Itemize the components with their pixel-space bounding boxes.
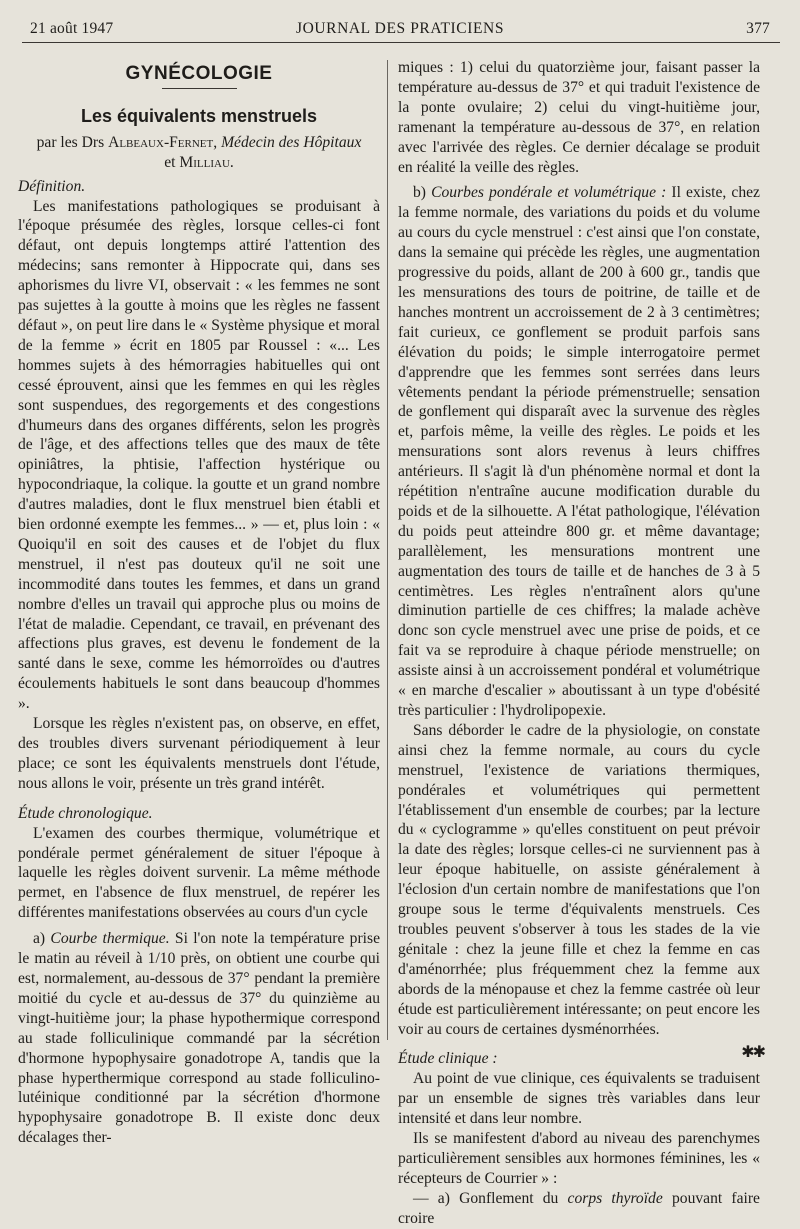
item-text: Si l'on note la température prise le matin au réveil à 1/10 près, on obtient une courbe qui est, normalement, au-dessous de 37° pendant la première moitié du cycle et au-dessus de 37° du quinzième au vingt-huitième jour; la phase hypothermique correspond au stade folliculinique commandé par la sécrétion d'hormone hypophysaire gonadotrope A, tandis que la phase hyperthermique correspond au stade folliculino-lutéinique conditionné par la sécrétion d'hormone hypophysaire gonadotrope B. Il existe donc deux décalages ther- [18,930,380,1147]
item-heading: corps thyroïde [567,1189,663,1207]
item-label: — a) Gonflement du [413,1189,568,1207]
heading-clinique: Étude clinique : [398,1050,498,1068]
paragraph: miques : 1) celui du quatorzième jour, faisant passer la température au-dessus de 37° et qui traduit l'existence de la ponte ovulaire; 2) celui du vingt-huitième jour, ramenant la température au-dessous de 37°, en relation avec l'arrivée des règles. Ce dernier décalage se produit en réalité la veille des règles. [398,59,760,176]
author-2: Milliau. [179,153,234,171]
paragraph: Ils se manifestent d'abord au niveau des parenchymes particulièrement sensibles aux hormones féminines, les « récepteurs de Courrier » : [398,1130,760,1187]
title-rule [162,88,237,89]
right-column [398,58,760,1229]
paragraph [18,929,380,1148]
item-heading: Courbes pondérale et volumétrique : [431,184,667,202]
article-title: Les équivalents menstruels [80,105,318,126]
item-label: b) [413,184,432,202]
paragraph: Lorsque les règles n'existent pas, on observe, en effet, des troubles divers survenant périodiquement à leur place; ce sont les équivalents menstruels dont l'étude, nous allons le voir, présente un très grand intérêt. [18,715,380,792]
heading-definition: Définition. [18,177,86,195]
item-heading: Courbe thermique. [50,930,170,948]
item-text: pouvant faire croire [398,1189,760,1227]
item-label: a) [33,930,51,948]
byline [18,133,380,173]
paragraph: Les manifestations pathologiques se produisant à l'époque présumée des règles, lorsque celles-ci font défaut, ont depuis longtemps attiré l'attention des médecins; sans remonter à Hippocrate qui, dans ses aphorismes du livre VI, observait : « les femmes ne sont pas sujettes à la goutte à moins que les règles ne fassent défaut », on peut lire dans le « Système physique et moral de la femme » écrit en 1805 par Roussel : «... Les hommes sujets à des hémorragies habituelles qui ont cessé éprouvent, ainsi que les femmes en qui les règles sont suspendues, des regorgements et des congestions d'humeurs dans des organes différents, selon les progrès de l'âge, et des affections telles que des maux de tête opiniâtres, la phtisie, l'affection hystérique ou hypocondriaque, la colique. la goutte et un grand nombre d'autres maladies, dont le flux menstruel bien établi et bien ordonné exempte les femmes... » — et, plus loin : « Quoiqu'il en soit des causes et de l'objet du flux menstruel, il n'est pas douteux qu'il ne soit une incommodité dans toutes les femmes, et dans un grand nombre d'elles un travail qui approche plus ou moins de l'état de maladie. Cependant, ce travail, en prévenant des affections plus graves, est devenu le fondement de la santé dans le sexe, comme les hémorroïdes ou d'autres écoulements habituels le sont dans beaucoup d'hommes ». [18,197,380,713]
author-1: Albeaux-Fernet, [108,133,218,151]
paragraph [398,1189,760,1229]
column-divider [387,60,388,1040]
header-rule [22,42,780,43]
paragraph: L'examen des courbes thermique, volumétrique et pondérale permet généralement de situer l'époque à laquelle les règles doivent survenir. La même méthode permet, en l'absence de flux menstruel, de repérer les différentes manifestations observées au cours d'un cycle [18,824,380,922]
left-column [18,58,380,1148]
byline-prefix: par les Drs [36,133,105,151]
item-text: Il existe, chez la femme normale, des variations du poids et du volume au cours du cycle menstruel : c'est ainsi que l'on constate, dans la semaine qui précède les règles, une augmentation progressive du poids, allant de 200 à 600 gr., tandis que les mensurations des tours de poitrine, de taille et de hanches montrent un accroissement de 2 à 3 centimètres; fait curieux, ce gonflement se produit parfois sans élévation du poids; le simple interrogatoire permet d'apprendre que les femmes sont serrées dans leurs vêtements pendant la période prémenstruelle; sensation de gonflement qui disparaît avec la survenue des règles et, parfois même, la veille des règles. Le poids et les mensurations sont alors revenus à leurs chiffres antérieurs. Il s'agit là d'un phénomène normal et dont la répétition n'entraîne aucune modification durable du poids et de la silhouette. A l'état pathologique, l'élévation du poids peut atteindre 800 gr. et même davantage; parallèlement, les mensurations montrent une augmentation des tours de taille et de hanches de 3 à 5 centimètres. Les règles n'entraînent alors qu'une diminution partielle de ces chiffres; la malade achève donc son cycle menstruel avec une prise de poids, et ce fait va se reproduire à chaque période menstruelle; on assiste ainsi à un accroissement pondéral et volumétrique « en marche d'escalier » aboutissant à un type d'obésité très particulier : l'hydrolipopexie. [398,184,760,719]
byline-and: et [164,153,176,171]
journal-title: JOURNAL DES PRATICIENS [295,20,505,37]
paragraph: Sans déborder le cadre de la physiologie, on constate ainsi chez la femme normale, au cours du cycle menstruel, l'existence de variations thermiques, pondérales et volumétriques qui permettent l'établissement d'un ensemble de courbes; par la lecture du « cyclogramme » qu'elles constituent on peut prévoir la date des règles; lorsque celles-ci ne surviennent pas à leur époque habituelle, on assiste généralement à l'éclosion d'un certain nombre de manifestations que l'on groupe sous le terme d'équivalents menstruels. Ces troubles peuvent s'observer à tous les stades de la vie génitale : chez la jeune fille et chez la femme en cas d'aménorrhée; plus fréquemment chez la femme aux abords de la ménopause et chez la femme castrée où leur étude est particulièrement intéressante; on peut encore les voir au cours de certaines dysménorrhées. [398,721,760,1038]
section-title: GYNÉCOLOGIE [125,63,273,84]
issue-date: 21 août 1947 [30,20,114,37]
paragraph [398,183,760,720]
page-number: 377 [746,20,770,37]
affiliation: Médecin des Hôpitaux [221,133,362,151]
printer-mark: ✱✱ [741,1044,764,1061]
heading-chronologique: Étude chronologique. [18,804,153,822]
page-header [30,16,770,42]
paragraph: Au point de vue clinique, ces équivalents se traduisent par un ensemble de signes très variables dans leur intensité et dans leur nombre. [398,1070,760,1128]
